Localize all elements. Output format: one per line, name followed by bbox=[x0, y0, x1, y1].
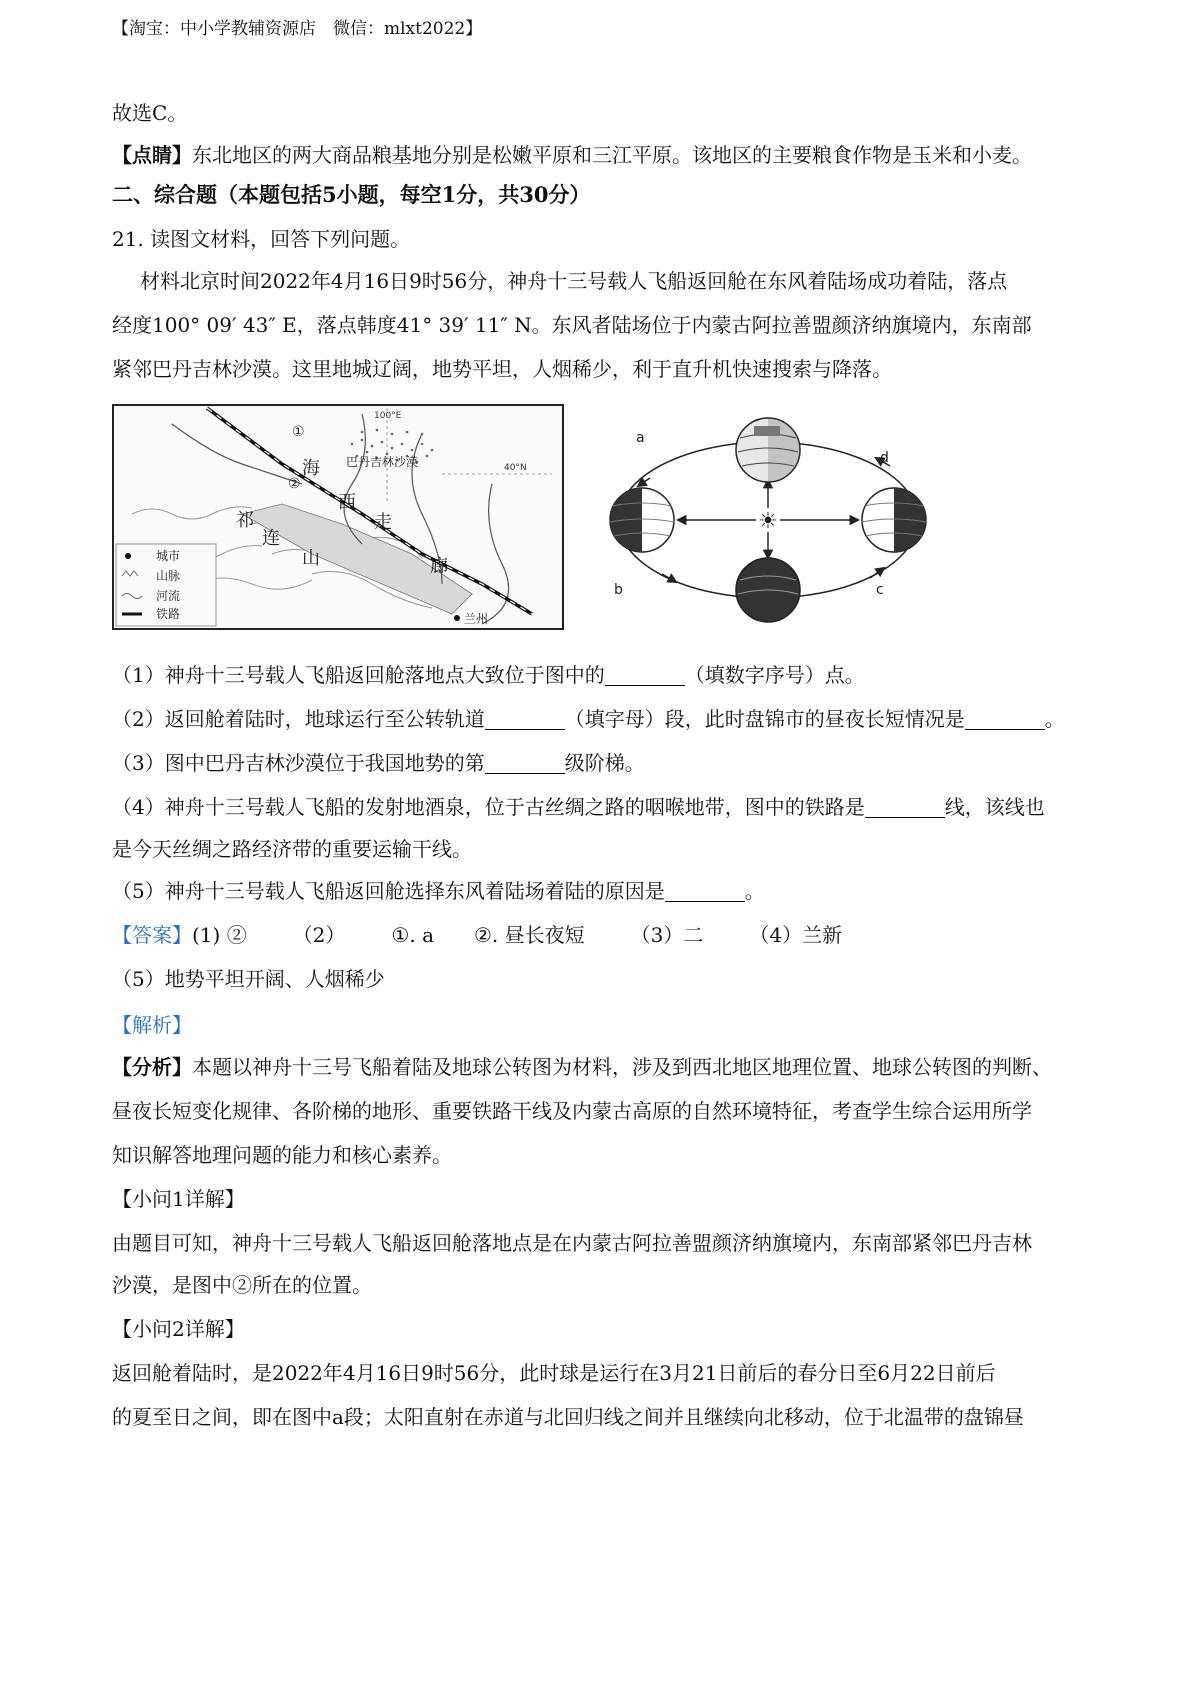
orbit-label-d: d bbox=[880, 450, 889, 466]
fenxi-line-2: 昼夜长短变化规律、各阶梯的地形、重要铁路干线及内蒙古高原的自然环境特征，考查学生综合运用所学 bbox=[112, 1099, 1032, 1123]
blank-1[interactable] bbox=[605, 663, 685, 686]
map-legend bbox=[116, 544, 216, 626]
answer-item-3: （3）二 bbox=[630, 923, 704, 947]
prev-conclusion: 故选C。 bbox=[112, 101, 188, 125]
subq-4: （4）神舟十三号载人飞船的发射地酒泉，位于古丝绸之路的咽喉地带，图中的铁路是 线，该线也 bbox=[112, 795, 1045, 819]
material-line-2: 经度100° 09′ 43″ E，落点韩度41° 39′ 11″ N。东风者陆场位于内蒙古阿拉善盟颜济纳旗境内，东南部 bbox=[112, 313, 1032, 337]
detail-2-title: 【小问2详解】 bbox=[112, 1317, 245, 1341]
fenxi-line-1: 【分析】本题以神舟十三号飞船着陆及地球公转图为材料，涉及到西北地区地理位置、地球公转图的判断、 bbox=[112, 1055, 1052, 1079]
tip-text: 东北地区的两大商品粮基地分别是松嫩平原和三江平原。该地区的主要粮食作物是玉米和小麦。 bbox=[192, 143, 1032, 167]
map-lanzhou-label: 兰州 bbox=[464, 612, 489, 626]
answer-item-2: （2） bbox=[292, 923, 346, 947]
prev-tip bbox=[112, 140, 1032, 170]
header-watermark: 【淘宝：中小学教辅资源店 微信：mlxt2022】 bbox=[112, 19, 483, 39]
orbit-label-b: b bbox=[614, 582, 623, 598]
map-lat-label: 40°N bbox=[504, 463, 527, 473]
map-zou-label: 走 bbox=[374, 512, 392, 533]
answer-item-2b: ②. 昼长夜短 bbox=[474, 923, 585, 947]
subq-2: （2）返回舱着陆时，地球运行至公转轨道 （填字母）段，此时盘锦市的昼夜长短情况是 。 bbox=[112, 707, 1065, 731]
legend-mountain: 山脉 bbox=[156, 569, 181, 583]
answer-label: 【答案】 bbox=[112, 923, 192, 947]
orbit-label-a: a bbox=[636, 430, 645, 446]
map-xi-label: 西 bbox=[338, 492, 356, 513]
blank-3[interactable] bbox=[485, 751, 565, 774]
material-line-3: 紧邻巴丹吉林沙漠。这里地城辽阔，地势平坦，人烟稀少，利于直升机快速搜索与降落。 bbox=[112, 357, 892, 381]
map-hai-label: 海 bbox=[302, 458, 320, 479]
blank-4[interactable] bbox=[865, 795, 945, 818]
map-point-1: ① bbox=[292, 424, 305, 440]
map-desert-label: 巴丹吉林沙漠 bbox=[346, 455, 419, 469]
orbit-label-c: c bbox=[876, 582, 884, 598]
detail-2-line-1: 返回舱着陆时，是2022年4月16日9时56分，此时球是运行在3月21日前后的春分日至6月22日前后 bbox=[112, 1361, 996, 1385]
analysis-label: 【解析】 bbox=[112, 1013, 192, 1037]
earth-left bbox=[610, 488, 674, 552]
map-qi-label: 祁 bbox=[236, 510, 254, 531]
answer-line bbox=[112, 920, 842, 950]
earth-right bbox=[862, 488, 926, 552]
legend-city: 城市 bbox=[156, 549, 181, 563]
subq-1: （1）神舟十三号载人飞船返回舱落地点大致位于图中的 （填数字序号）点。 bbox=[112, 663, 865, 687]
section-title: 二、综合题（本题包括5小题，每空1分，共30分） bbox=[112, 182, 591, 207]
blank-5[interactable] bbox=[665, 879, 745, 902]
earth-orbit-diagram bbox=[590, 408, 950, 630]
blank-2a[interactable] bbox=[485, 707, 565, 730]
detail-1-line-2: 沙漠，是图中②所在的位置。 bbox=[112, 1273, 372, 1297]
earth-bottom bbox=[736, 558, 800, 622]
detail-2-line-2: 的夏至日之间，即在图中a段；太阳直射在赤道与北回归线之间并且继续向北移动，位于北温带的盘锦昼 bbox=[112, 1405, 1024, 1429]
answer-item-5: （5）地势平坦开阔、人烟稀少 bbox=[112, 967, 385, 991]
answer-item-1: (1) ② bbox=[192, 923, 247, 947]
answer-item-4: （4）兰新 bbox=[749, 923, 843, 947]
sun-icon: ☀ bbox=[758, 509, 778, 534]
map-lang-label: 廊 bbox=[430, 556, 448, 577]
fenxi-line-3: 知识解答地理问题的能力和核心素养。 bbox=[112, 1143, 452, 1167]
region-map bbox=[112, 404, 564, 630]
map-shan-label: 山 bbox=[302, 548, 320, 569]
map-lian-label: 连 bbox=[262, 528, 280, 549]
subq-5: （5）神舟十三号载人飞船返回舱选择东风着陆场着陆的原因是 。 bbox=[112, 879, 765, 903]
earth-top bbox=[736, 418, 800, 482]
answer-item-2a: ①. a bbox=[391, 923, 434, 947]
question-number-line: 21. 读图文材料，回答下列问题。 bbox=[112, 227, 411, 251]
legend-railway: 铁路 bbox=[156, 607, 181, 621]
tip-label: 【点睛】 bbox=[112, 143, 192, 167]
blank-2b[interactable] bbox=[965, 707, 1045, 730]
map-lon-label: 100°E bbox=[374, 411, 402, 421]
map-point-2: ② bbox=[288, 476, 301, 492]
detail-1-line-1: 由题目可知，神舟十三号载人飞船返回舱落地点是在内蒙古阿拉善盟颜济纳旗境内，东南部紧邻巴丹吉林 bbox=[112, 1231, 1032, 1255]
subq-3: （3）图中巴丹吉林沙漠位于我国地势的第 级阶梯。 bbox=[112, 751, 645, 775]
subq-4-cont: 是今天丝绸之路经济带的重要运输干线。 bbox=[112, 837, 472, 861]
detail-1-title: 【小问1详解】 bbox=[112, 1187, 245, 1211]
legend-river: 河流 bbox=[156, 589, 181, 603]
material-line-1: 材料北京时间2022年4月16日9时56分，神舟十三号载人飞船返回舱在东风着陆场成功着陆，落点 bbox=[140, 269, 1008, 293]
